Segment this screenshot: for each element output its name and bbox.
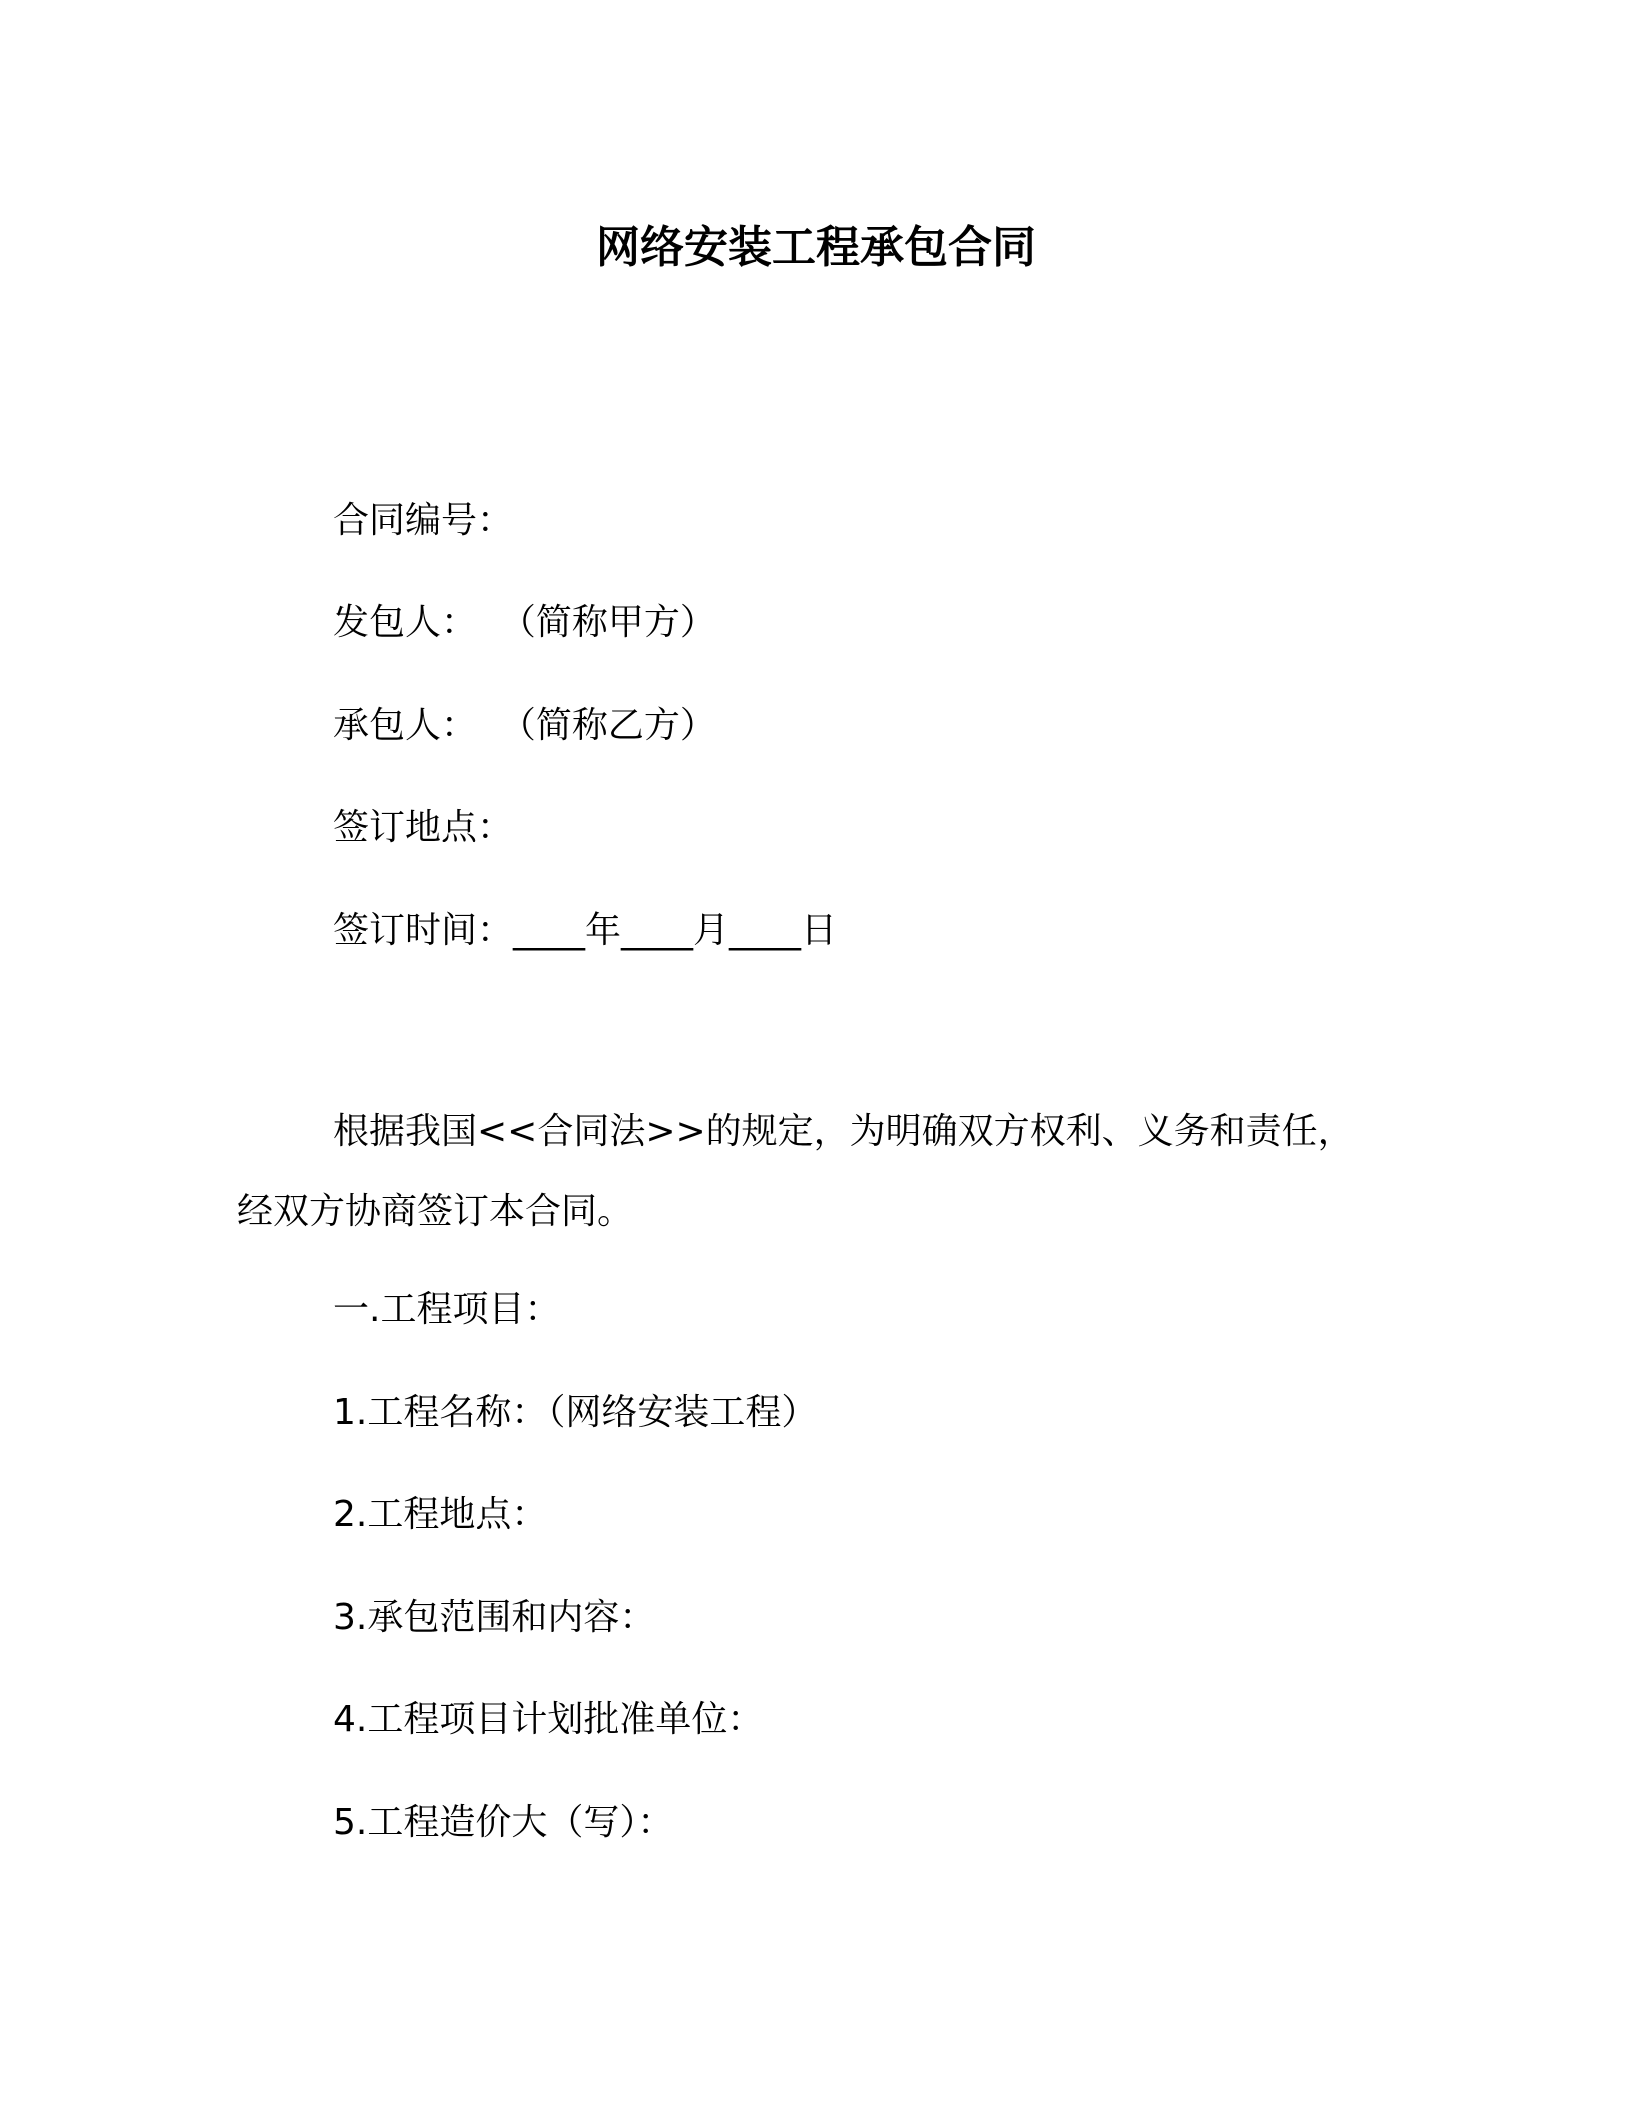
project-cost-item: 5.工程造价大（写）：	[333, 1802, 674, 1843]
approval-unit-item: 4.工程项目计划批准单位：	[333, 1699, 764, 1740]
contract-scope-item: 3.承包范围和内容：	[333, 1597, 656, 1638]
contract-number-field: 合同编号：	[333, 500, 514, 541]
section-heading: 一.工程项目：	[333, 1289, 561, 1330]
preamble-text: 根据我国<<合同法>>的规定，为明确双方权利、义务和责任，经双方协商签订本合同。	[237, 1111, 1354, 1232]
document-title: 网络安装工程承包合同	[596, 222, 1036, 273]
signing-date-field: 签订时间：____年____月____日	[333, 910, 838, 951]
project-location-item: 2.工程地点：	[333, 1494, 548, 1535]
project-name-item: 1.工程名称：（网络安装工程）	[333, 1392, 818, 1433]
signing-place-field: 签订地点：	[333, 807, 514, 848]
contractor-field: 承包人： （简称乙方）	[333, 705, 716, 746]
preamble-paragraph	[237, 1092, 1357, 1252]
employer-field: 发包人： （简称甲方）	[333, 602, 716, 643]
